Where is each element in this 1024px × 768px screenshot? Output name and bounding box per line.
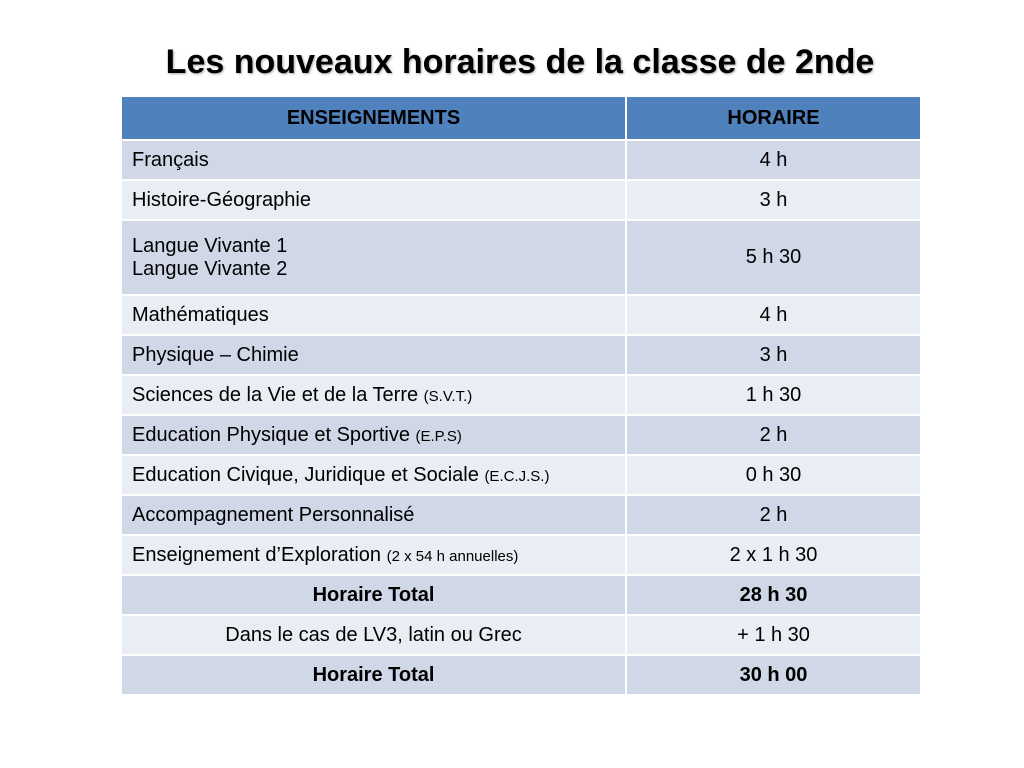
table-row [121,140,921,180]
row-subject-abbr: (E.P.S) [415,427,462,445]
header-subject: ENSEIGNEMENTS [121,96,626,140]
table-row [121,415,921,455]
total-label: Horaire Total [121,575,626,615]
row-subject [121,415,626,455]
row-hours: 5 h 30 [626,220,921,295]
row-subject-text: Enseignement d’Exploration [132,543,382,566]
row-subject-text: Education Physique et Sportive [132,423,410,446]
table-header-row [121,96,921,140]
row-subject-abbr: (S.V.T.) [423,387,473,405]
row-subject: Mathématiques [121,295,626,335]
row-hours: 1 h 30 [626,375,921,415]
row-subject-text: Education Civique, Juridique et Sociale [132,463,479,486]
row-subject-line2: Langue Vivante 2 [132,257,288,280]
row-subject-abbr: (E.C.J.S.) [484,467,550,485]
table-row [121,495,921,535]
table-row [121,335,921,375]
total-row [121,655,921,695]
row-hours: 2 x 1 h 30 [626,535,921,575]
total-hours: 30 h 00 [626,655,921,695]
header-hours: HORAIRE [626,96,921,140]
row-subject-line1: Langue Vivante 1 [132,234,288,257]
row-subject: Accompagnement Personnalisé [121,495,626,535]
row-subject [121,535,626,575]
row-hours: 2 h [626,415,921,455]
page-title: Les nouveaux horaires de la classe de 2nde [165,43,875,81]
row-subject [121,375,626,415]
row-hours: + 1 h 30 [626,615,921,655]
row-hours: 4 h [626,295,921,335]
row-hours: 2 h [626,495,921,535]
row-hours: 4 h [626,140,921,180]
table-row [121,220,921,295]
row-subject [121,220,626,295]
row-subject: Histoire-Géographie [121,180,626,220]
total-row [121,575,921,615]
table-row [121,295,921,335]
table-row [121,615,921,655]
row-subject: Français [121,140,626,180]
schedule-table [120,95,922,696]
row-subject: Dans le cas de LV3, latin ou Grec [121,615,626,655]
row-subject [121,455,626,495]
table-row [121,375,921,415]
row-subject-text: Sciences de la Vie et de la Terre [132,383,419,406]
table-row [121,455,921,495]
total-hours: 28 h 30 [626,575,921,615]
table-row [121,535,921,575]
row-subject-abbr: (2 x 54 h annuelles) [386,547,519,565]
table-row [121,180,921,220]
row-hours: 3 h [626,180,921,220]
total-label: Horaire Total [121,655,626,695]
row-hours: 0 h 30 [626,455,921,495]
row-subject: Physique – Chimie [121,335,626,375]
row-hours: 3 h [626,335,921,375]
